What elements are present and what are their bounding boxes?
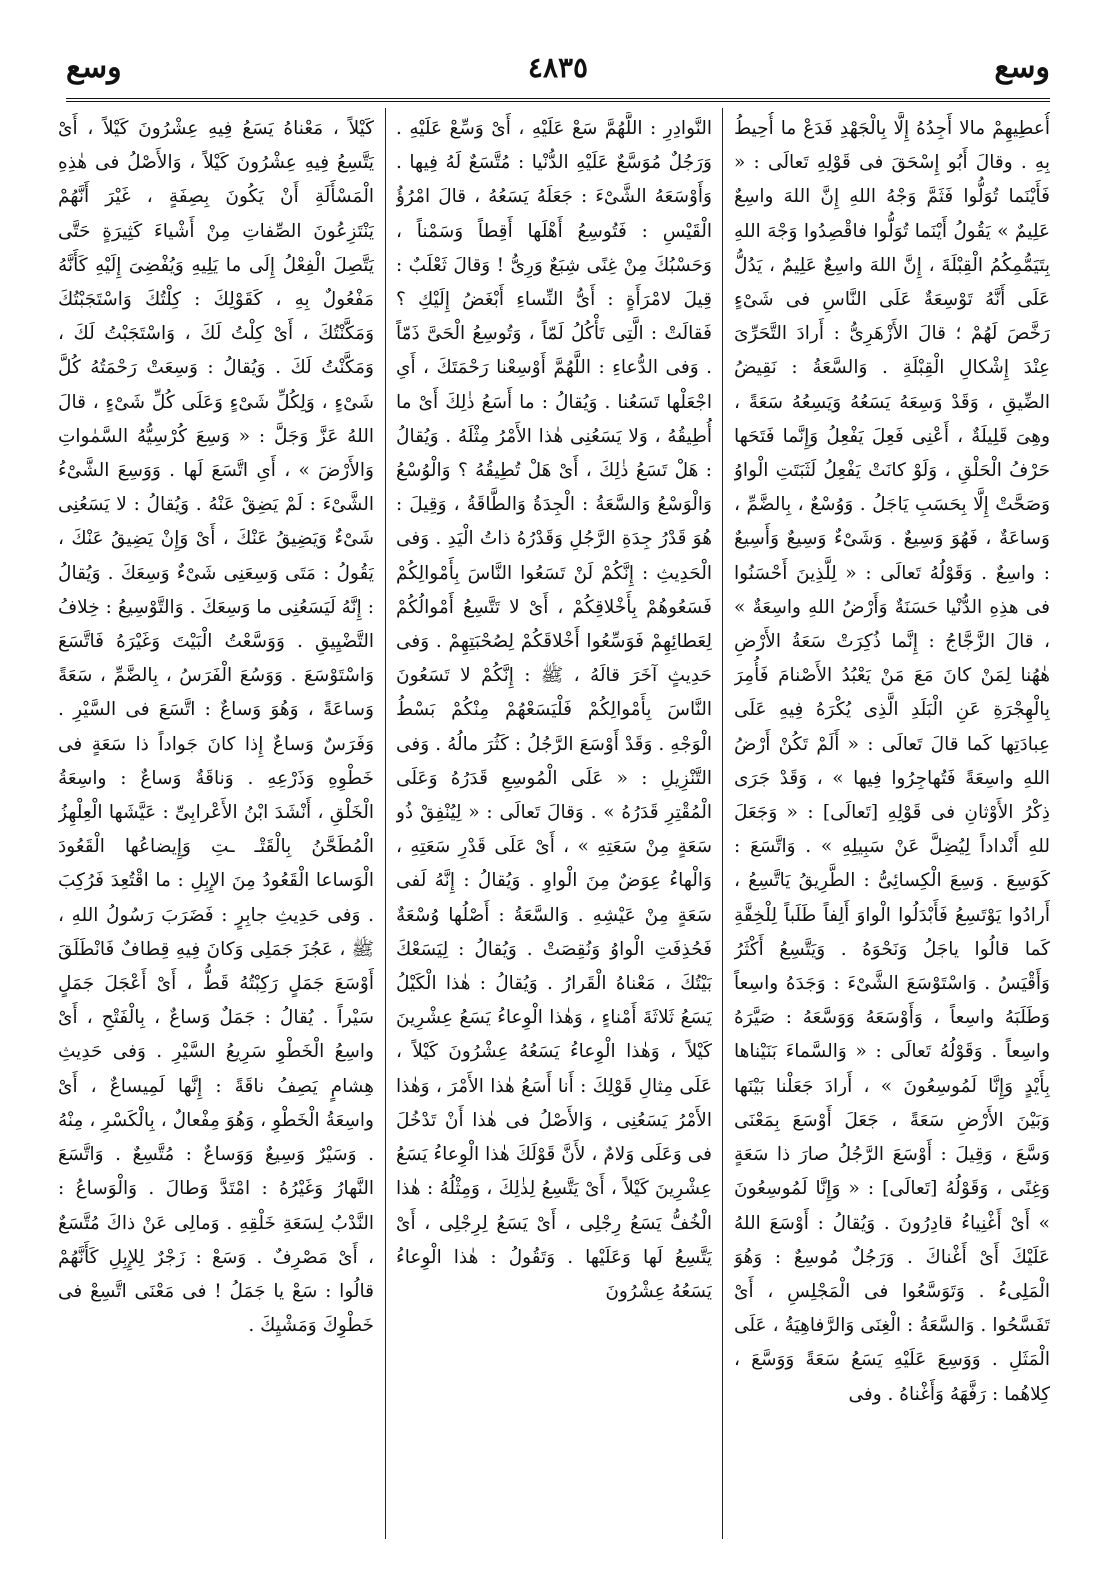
text-column-right	[734, 112, 1050, 1531]
page-header	[66, 40, 1050, 96]
column-text: أُعطِيهِمْ مالا أَجِدُهُ إِلَّا بِالْجَهْدِ فَدَعْ ما أُحِيطُ بِهِ . وقالَ أَبُو إِسْحَقَ فى قَوْلِهِ تَعالَى : « فَأَيْنَما تُوَلُّوا فَثَمَّ وَجْهُ اللهِ إِنَّ اللهَ واسِعٌ عَلِيمٌ » يَقُولُ أَيْنَما تُوَلُّوا فاقْصِدُوا وَجْهَ اللهِ بِتَيَمُّمِكُمُ الْقِبْلَةَ ، إِنَّ اللهَ واسِعٌ عَلِيمٌ ، يَدُلُّ عَلَى أَنَّهُ تَوْسِعَةٌ عَلَى النَّاسِ فى شَىْءٍ رَخَّصَ لَهُمْ ؛ قالَ الأَزْهَرِىُّ : أَرادَ التَّحَرِّىَ عِنْدَ إِشْكالِ الْقِبْلَةِ . وَالسَّعَةُ : نَقِيضُ الضِّيقِ ، وَقَدْ وَسِعَهُ يَسَعُهُ وَيَسِعُهُ سَعَةً ، وهِىَ قَلِيلَةٌ ، أَعْنِى فَعِلَ يَفْعِلُ وَإِنَّما فَتَحَها حَرْفُ الْحَلْقِ ، وَلَوْ كانَتْ يَفْعِلُ لَثَبَتَتِ الْواوُ وَصَحَّتْ إِلَّا بِحَسَبِ يَاجَلُ . وَوُسْعٌ ، بِالضَّمِّ ، وَساعَةٌ ، فَهُوَ وَسِيعٌ . وَشَىْءٌ وَسِيعٌ وَأَسِيعٌ : واسِعٌ . وَقَوْلُهُ تَعالَى : « لِلَّذِينَ أَحْسَنُوا فى هذِهِ الدُّنْيا حَسَنَةٌ وَأَرْضُ اللهِ واسِعَةٌ » ، قالَ الزَّجَّاجُ : إِنَّما ذُكِرَتْ سَعَةُ الأَرْضِ هٰهُنا لِمَنْ كانَ مَعَ مَنْ يَعْبُدُ الأَصْنامَ فَأُمِرَ بِالْهِجْرَةِ عَنِ الْبَلَدِ الَّذِى يُكْرَهُ فِيهِ عَلَى عِبادَتِها كَما قالَ تَعالَى : « أَلَمْ تَكُنْ أَرْضُ اللهِ واسِعَةً فَتُهاجِرُوا فِيها » ، وَقَدْ جَرَى ذِكْرُ الأَوْثانِ فى قَوْلِهِ [تَعالَى] : « وَجَعَلَ للهِ أَنْداداً لِيُضِلَّ عَنْ سَبِيلِهِ » . وَاتَّسَعَ : كَوَسِعَ . وَسِعَ الْكِسائِىُّ : الطَّرِيقُ يَاتَّسِعُ ، أَرادُوا يَوْتَسِعُ فَأَبْدَلُوا الْواوَ أَلِفاً طَلَباً لِلْخِفَّةِ كَما قالُوا ياجَلُ وَنَحْوَهُ . وَيَتَّسِعُ أَكْثَرُ وَأَقْيَسُ . وَاسْتَوْسَعَ الشَّىْءَ : وَجَدَهُ واسِعاً وَطَلَبَهُ واسِعاً ، وَأَوْسَعَهُ وَوَسَّعَهُ : صَيَّرَهُ واسِعاً . وَقَوْلُهُ تَعالَى : « وَالسَّماءَ بَنَيْناها بِأَيْدٍ وَإِنَّا لَمُوسِعُونَ » ، أَرادَ جَعَلْنا بَيْنَها وَبَيْنَ الأَرْضِ سَعَةً ، جَعَلَ أَوْسَعَ بِمَعْنَى وَسَّعَ ، وَقِيلَ : أَوْسَعَ الرَّجُلُ صارَ ذا سَعَةٍ وَغِنًى ، وَقَوْلُهُ [تَعالَى] : « وَإِنَّا لَمُوسِعُونَ » أَىْ أَغْنِياءُ قادِرُونَ . وَيُقالُ : أَوْسَعَ اللهُ عَلَيْكَ أَىْ أَغْناكَ . وَرَجُلٌ مُوسِعٌ : وَهُوَ الْمَلِىءُ . وَتَوَسَّعُوا فى الْمَجْلِسِ ، أَىْ تَفَسَّحُوا . وَالسَّعَةُ : الْغِنَى وَالرَّفاهِيَةُ ، عَلَى الْمَثَلِ . وَوَسِعَ عَلَيْهِ يَسَعُ سَعَةً وَوَسَّعَ ، كِلاهُما : رَفَّهَهُ وَأَغْناهُ . وفى	[734, 118, 1050, 1405]
column-divider	[385, 108, 386, 1539]
running-headword-right: وسع	[994, 50, 1050, 85]
column-divider	[722, 108, 723, 1539]
column-text: كَيْلاً ، مَعْناهُ يَسَعُ فِيهِ عِشْرُونَ كَيْلاً ، أَىْ يَتَّسِعُ فِيهِ عِشْرُونَ كَيْلاً ، وَالأَصْلُ فى هٰذِهِ الْمَسْأَلَةِ أَنْ يَكُونَ بِصِفَةٍ ، غَيْرَ أَنَّهُمْ يَنْتَزِعُونَ الصِّفاتِ مِنْ أَشْياءَ كَثِيرَةٍ حَتَّى يَتَّصِلَ الْفِعْلُ إِلَى ما يَلِيهِ وَيُفْضِىَ إِلَيْهِ كَأَنَّهُ مَفْعُولٌ بِهِ ، كَقَوْلِكَ : كِلْتُكَ وَاسْتَجَبْتُكَ وَمَكَّنْتُكَ ، أَىْ كِلْتُ لَكَ ، وَاسْتَجَبْتُ لَكَ ، وَمَكَّنْتُ لَكَ . وَيُقالُ : وَسِعَتْ رَحْمَتُهُ كُلَّ شَىْءٍ ، وَلِكُلِّ شَىْءٍ وَعَلَى كُلِّ شَىْءٍ ، قالَ اللهُ عَزَّ وَجَلَّ : « وَسِعَ كُرْسِيُّهُ السَّمٰواتِ وَالأَرْضَ » ، أَىِ اتَّسَعَ لَها . وَوَسِعَ الشَّىْءُ الشَّىْءَ : لَمْ يَضِقْ عَنْهُ . وَيُقالُ : لا يَسَعُنِى شَىْءٌ وَيَضِيقُ عَنْكَ ، أَىْ وَإِنْ يَضِيقُ عَنْكَ ، يَقُولُ : مَتَى وَسِعَنِى شَىْءٌ وَسِعَكَ . وَيُقالُ : إِنَّهُ لَيَسَعُنِى ما وَسِعَكَ . وَالتَّوْسِيعُ : خِلافُ التَّضْيِيقِ . وَوَسَّعْتُ الْبَيْتَ وَغَيْرَهُ فَاتَّسَعَ وَاسْتَوْسَعَ . وَوَسُعَ الْفَرَسُ ، بِالضَّمِّ ، سَعَةً وَساعَةً ، وَهُوَ وَساعٌ : اتَّسَعَ فى السَّيْرِ . وَفَرَسٌ وَساعٌ إِذا كانَ جَواداً ذا سَعَةٍ فى خَطْوِهِ وَذَرْعِهِ . وَناقَةٌ وَساعٌ : واسِعَةُ الْخَلْقِ ، أَنْشَدَ ابْنُ الأَعْرابِىِّ : عَيَّشَها الْعِلْهِزُ الْمُطَحَّنُ بِالْقَتْـ ـتِ وَإِيضاعُها الْقَعُودَ الْوَساعا الْقَعُودُ مِنَ الإِبِلِ : ما اقْتُعِدَ فَرُكِبَ . وَفى حَدِيثِ جابِرٍ : فَضَرَبَ رَسُولُ اللهِ ، ﷺ ، عَجُزَ جَمَلِى وَكانَ فِيهِ قِطافٌ فَانْطَلَقَ أَوْسَعَ جَمَلٍ رَكِبْتُهُ قَطُّ ، أَىْ أَعْجَلَ جَمَلٍ سَيْراً . يُقالُ : جَمَلٌ وَساعٌ ، بِالْفَتْحِ ، أَىْ واسِعُ الْخَطْوِ سَرِيعُ السَّيْرِ . وَفى حَدِيثِ هِشامٍ يَصِفُ ناقَةً : إِنَّها لَمِيساعٌ ، أَىْ واسِعَةُ الْخَطْوِ ، وَهُوَ مِفْعالٌ ، بِالْكَسْرِ ، مِنْهُ . وَسَيْرٌ وَسِيعٌ وَوَساعٌ : مُتَّسِعٌ . وَاتَّسَعَ النَّهارُ وَغَيْرُهُ : امْتَدَّ وَطالَ . وَالْوَساعُ : النَّدْبُ لِسَعَةِ خَلْقِهِ . وَمالِى عَنْ ذاكَ مُتَّسَعٌ ، أَىْ مَصْرِفٌ . وَسَعْ : زَجْرٌ لِلإِبِلِ كَأَنَّهُمْ قالُوا : سَعْ يا جَمَلُ ! فى مَعْنَى اتَّسِعْ فى خَطْوِكَ وَمَشْيِكَ .	[58, 118, 374, 1337]
text-column-middle	[396, 112, 712, 1531]
text-column-left	[58, 112, 374, 1531]
header-rule	[66, 98, 1050, 102]
page-number: ٤٨٣٥	[527, 51, 589, 84]
column-text: النَّوادِرِ : اللَّهُمَّ سَعْ عَلَيْهِ ، أَىْ وَسِّعْ عَلَيْهِ . وَرَجُلٌ مُوَسَّعٌ عَلَيْهِ الدُّنْيا : مُتَّسَعٌ لَهُ فِيها . وَأَوْسَعَهُ الشَّىْءَ : جَعَلَهُ يَسَعُهُ ، قالَ امْرُؤُ الْقَيْسِ : فَتُوسِعُ أَهْلَها أَقِطاً وَسَمْناً ، وَحَسْبُكَ مِنْ غِنًى شِبَعٌ وَرِىُّ ! وَقالَ ثَعْلَبٌ : قِيلَ لامْرَأَةٍ : أَىُّ النِّساءِ أَبْغَضُ إِلَيْكِ ؟ فَقالَتْ : الَّتِى تَأْكُلُ لَمّاً ، وَتُوسِعُ الْحَىَّ ذَمّاً . وَفى الدُّعاءِ : اللَّهُمَّ أَوْسِعْنا رَحْمَتَكَ ، أَىِ اجْعَلْها تَسَعُنا . وَيُقالُ : ما أَسَعُ ذٰلِكَ أَىْ ما أُطِيقُهُ ، وَلا يَسَعُنِى هٰذا الأَمْرُ مِثْلَهُ . وَيُقالُ : هَلْ تَسَعُ ذٰلِكَ ، أَىْ هَلْ تُطِيقُهُ ؟ وَالْوُسْعُ وَالْوَسْعُ وَالسَّعَةُ : الْجِدَةُ وَالطَّاقَةُ ، وَقِيلَ : هُوَ قَدْرُ جِدَةِ الرَّجُلِ وَقَدْرُهُ ذاتُ الْيَدِ . وَفى الْحَدِيثِ : إِنَّكُمْ لَنْ تَسَعُوا النَّاسَ بِأَمْوالِكُمْ فَسَعُوهُمْ بِأَخْلاقِكُمْ ، أَىْ لا تَتَّسِعُ أَمْوالُكُمْ لِعَطائِهِمْ فَوَسِّعُوا أَخْلاقَكُمْ لِصُحْبَتِهِمْ . وَفى حَدِيثٍ آخَرَ قالَهُ ، ﷺ : إِنَّكُمْ لا تَسَعُونَ النَّاسَ بِأَمْوالِكُمْ فَلْيَسَعْهُمْ مِنْكُمْ بَسْطُ الْوَجْهِ . وَقَدْ أَوْسَعَ الرَّجُلُ : كَثُرَ مالُهُ . وَفى التَّنْزِيلِ : « عَلَى الْمُوسِعِ قَدَرُهُ وَعَلَى الْمُقْتِرِ قَدَرُهُ » . وَقالَ تَعالَى : « لِيُنْفِقْ ذُو سَعَةٍ مِنْ سَعَتِهِ » ، أَىْ عَلَى قَدْرِ سَعَتِهِ ، وَالْهاءُ عِوَضٌ مِنَ الْواوِ . وَيُقالُ : إِنَّهُ لَفى سَعَةٍ مِنْ عَيْشِهِ . وَالسَّعَةُ : أَصْلُها وُسْعَةٌ فَحُذِفَتِ الْواوُ وَنُقِصَتْ . وَيُقالُ : لِيَسَعْكَ بَيْتُكَ ، مَعْناهُ الْقَرارُ . وَيُقالُ : هٰذا الْكَيْلُ يَسَعُ ثَلاثَةَ أَمْناءٍ ، وَهٰذا الْوِعاءُ يَسَعُ عِشْرِينَ كَيْلاً ، وَهٰذا الْوِعاءُ يَسَعُهُ عِشْرُونَ كَيْلاً ، عَلَى مِثالِ قَوْلِكَ : أَنا أَسَعُ هٰذا الأَمْرَ ، وَهٰذا الأَمْرُ يَسَعُنِى ، وَالأَصْلُ فى هٰذا أَنْ تَدْخُلَ فى وَعَلَى وَلامٌ ، لأَنَّ قَوْلَكَ هٰذا الْوِعاءُ يَسَعُ عِشْرِينَ كَيْلاً ، أَىْ يَتَّسِعُ لِذٰلِكَ ، وَمِثْلُهُ : هٰذا الْخُفُّ يَسَعُ رِجْلِى ، أَىْ يَسَعُ لِرِجْلِى ، أَىْ يَتَّسِعُ لَها وَعَلَيْها . وَتَقُولُ : هٰذا الْوِعاءُ يَسَعُهُ عِشْرُونَ	[396, 118, 712, 1302]
running-headword-left: وسع	[66, 50, 122, 85]
